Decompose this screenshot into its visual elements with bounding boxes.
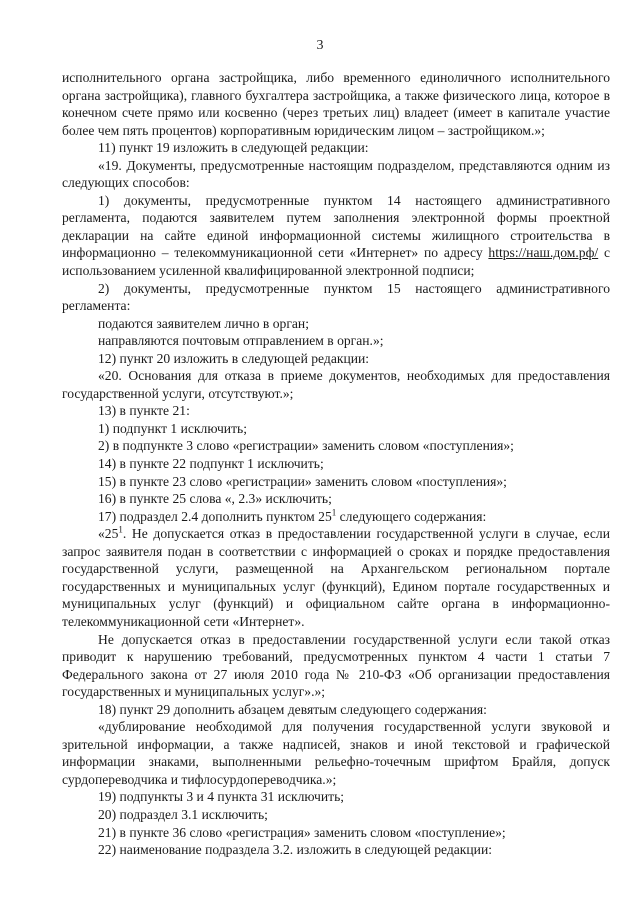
paragraph-text: «25 [98, 526, 119, 542]
paragraph-by-post: направляются почтовым отправлением в орган.»; [98, 333, 384, 349]
paragraph-item-17 [62, 508, 610, 526]
paragraph-refusal: Не допускается отказ в предоставлении государственной услуги если такой отказ приводит к нарушению требований, предусмотренных пунктом 4 части 1 статьи 7 Федерального закона от 27 июля 2010 года № 210-ФЗ «Об организации предоставления государственных и муниципальных услуг».»; [62, 631, 610, 700]
paragraph-text: с использованием усиленной квалифицированной электронной подписи; [62, 245, 610, 279]
superscript: 1 [331, 507, 337, 518]
paragraph-continuation: исполнительного органа застройщика, либо временного единоличного исполнительного органа застройщика), главного бухгалтера застройщика, а также физического лица, которое в конечном счете прямо или косвенно (через третьих лиц) владеет (имеет в капитале участие более чем пять процентов) корпоративным юридическим лицом – застройщиком.»; [62, 70, 610, 138]
paragraph-item-21: 21) в пункте 36 слово «регистрация» заменить словом «поступление»; [98, 824, 506, 840]
paragraph-in-person: подаются заявителем лично в орган; [98, 315, 309, 331]
paragraph-item-19: 19) подпункты 3 и 4 пункта 31 исключить; [98, 789, 345, 805]
paragraph-item-18: 18) пункт 29 дополнить абзацем девятым следующего содержания: [98, 701, 487, 717]
paragraph-item-14: 14) в пункте 22 подпункт 1 исключить; [98, 456, 324, 472]
paragraph-item-15: 15) в пункте 23 слово «регистрации» заменить словом «поступления»; [98, 473, 507, 489]
document-body [62, 69, 610, 859]
paragraph-text: 17) подраздел 2.4 дополнить пунктом 25 [98, 508, 332, 524]
paragraph-text: 1) документы, предусмотренные пунктом 14 настоящего административного регламента, подаются заявителем путем заполнения электронной формы проектной декларации на сайте единой информационной системы жилищного строительства в информационно – телекоммуникационной сети «Интернет» по адресу [62, 192, 610, 261]
paragraph-text: следующего содержания: [336, 508, 487, 524]
paragraph-item-16: 16) в пункте 25 слова «, 2.3» исключить; [98, 491, 332, 507]
superscript: 1 [118, 524, 123, 535]
portal-link[interactable]: https://наш.дом.рф/ [488, 245, 599, 261]
paragraph-braille: «дублирование необходимой для получения государственной услуги звуковой и зрительной информации, а также надписей, знаков и иной текстовой и графической информации знаками, выполненными рельефно-точечным шрифтом Брайля, допуск сурдопереводчика и тифлосурдопереводчика.»; [62, 719, 610, 787]
paragraph-sub-1-electronic [62, 192, 610, 280]
paragraph-sub-2: 2) в подпункте 3 слово «регистрации» заменить словом «поступления»; [98, 438, 514, 454]
paragraph-quote-19: «19. Документы, предусмотренные настоящим подразделом, представляются одним из следующих способов: [62, 157, 610, 191]
paragraph-sub-2-documents: 2) документы, предусмотренные пунктом 15 настоящего административного регламента: [62, 280, 610, 314]
page-number: 3 [316, 38, 324, 53]
paragraph-quote-20: «20. Основания для отказа в приеме документов, необходимых для предоставления государственной услуги, отсутствуют.»; [62, 368, 610, 401]
paragraph-quote-25-1 [62, 525, 610, 630]
paragraph-item-13: 13) в пункте 21: [98, 403, 190, 419]
paragraph-text: . Не допускается отказ в предоставлении государственной услуги в случае, если запрос заявителя подан в соответствии с информацией о сроках и порядке предоставления государственной услуги, размещенной на Архангельском региональном портале государственных и муниципальных услуг (функций), Едином портале государственных и муниципальных услуг (функций) и официальном сайте органа в информационно-телекоммуникационной сети «Интернет». [62, 526, 610, 629]
paragraph-item-22: 22) наименование подраздела 3.2. изложить в следующей редакции: [98, 842, 492, 858]
paragraph-sub-1: 1) подпункт 1 исключить; [98, 420, 247, 436]
paragraph-item-11: 11) пункт 19 изложить в следующей редакции: [98, 140, 369, 156]
paragraph-item-20: 20) подраздел 3.1 исключить; [98, 806, 268, 822]
paragraph-item-12: 12) пункт 20 изложить в следующей редакции: [98, 350, 370, 366]
